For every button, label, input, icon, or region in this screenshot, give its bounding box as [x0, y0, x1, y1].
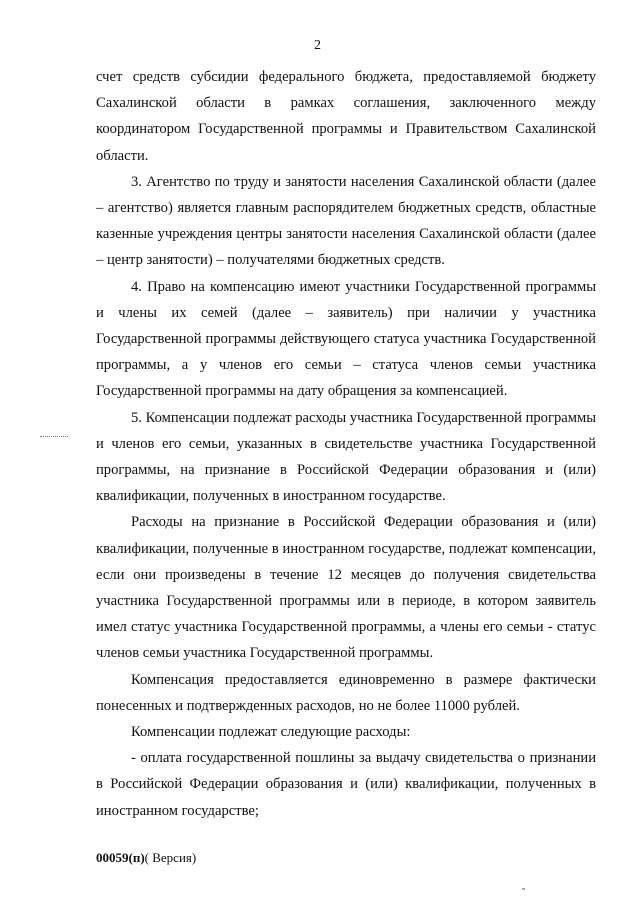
paragraph-item-4: 4. Право на компенсацию имеют участники Государственной программы и члены их семей (далее – заявитель) при наличии у участника Государственной программы действующего статуса участника Государственной программы, а у членов его семьи – статуса членов семьи участника Государственной программы на дату обращения за компенсацией.: [96, 278, 596, 400]
document-version: ( Версия): [144, 850, 197, 865]
document-body: [96, 64, 596, 824]
scan-artifact-dot: [522, 888, 525, 890]
document-code: 00059(п): [96, 850, 145, 865]
page-number: 2: [314, 38, 321, 53]
paragraph-expenses-conditions: Расходы на признание в Российской Федерации образования и (или) квалификации, полученные в иностранном государстве, подлежат компенсации, если они произведены в течение 12 месяцев до получения свидетельства участника Государственной программы или в периоде, в котором заявитель имел статус участника Государственной программы, а члены его семьи - статус членов семьи участника Государственной программы.: [96, 514, 596, 662]
document-footer: [96, 850, 196, 866]
paragraph-expense-item: - оплата государственной пошлины за выдачу свидетельства о признании в Российской Федерации образования и (или) квалификации, полученных в иностранном государстве;: [96, 750, 596, 819]
margin-scan-mark: [40, 436, 68, 439]
paragraph-compensation-amount: Компенсация предоставляется единовременно в размере фактически понесенных и подтвержденных расходов, но не более 11000 рублей.: [96, 671, 596, 714]
paragraph-expenses-list-intro: Компенсации подлежат следующие расходы:: [131, 724, 411, 741]
paragraph-continuation: счет средств субсидии федерального бюджета, предоставляемой бюджету Сахалинской области в рамках соглашения, заключенного между координатором Государственной программы и Правительством Сахалинской области.: [96, 69, 596, 164]
paragraph-item-3: 3. Агентство по труду и занятости населения Сахалинской области (далее – агентство) является главным распорядителем бюджетных средств, областные казенные учреждения центры занятости населения Сахалинской области (далее – центр занятости) – получателями бюджетных средств.: [96, 173, 596, 269]
paragraph-item-5: 5. Компенсации подлежат расходы участника Государственной программы и членов его семьи, указанных в свидетельстве участника Государственной программы, на признание в Российской Федерации образования и (или) квалификации, полученных в иностранном государстве.: [96, 409, 597, 505]
